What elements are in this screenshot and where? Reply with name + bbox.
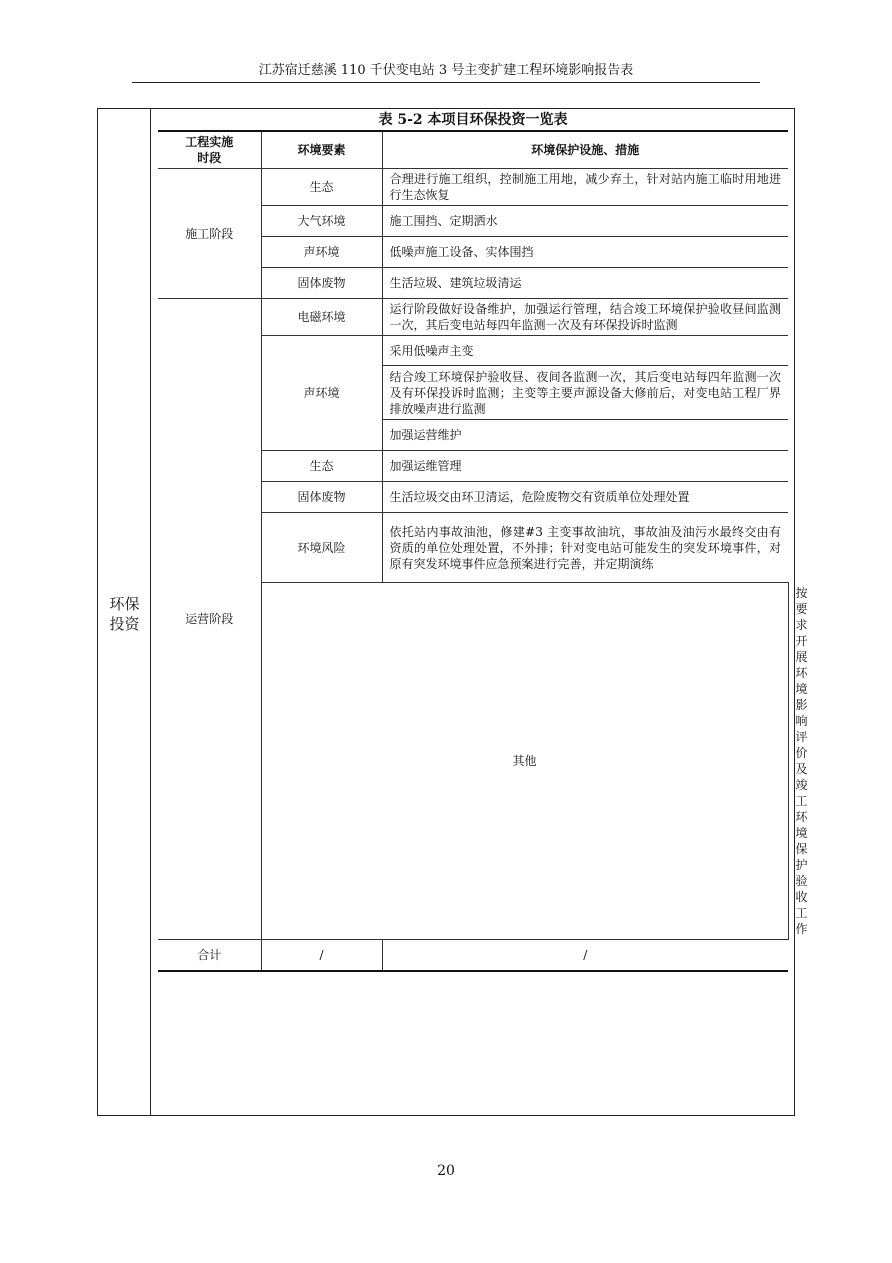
table-row — [158, 169, 788, 206]
measure-cell: 低噪声施工设备、实体围挡 — [382, 237, 788, 268]
total-label: 合计 — [158, 940, 261, 971]
element-cell: 固体废物 — [261, 268, 382, 299]
table-row: 其他 按要求开展环境影响评价及竣工环境保护验收工作 — [158, 583, 788, 940]
side-label-line-2: 投资 — [109, 615, 140, 633]
measure-cell: 结合竣工环境保护验收昼、夜间各监测一次，其后变电站每四年监测一次及有环保投诉时监测；主变等主要声源设备大修前后，对变电站工程厂界排放噪声进行监测 — [382, 366, 788, 420]
col-header-measure: 环境保护设施、措施 — [382, 131, 788, 169]
document-header: 江苏宿迁慈溪 110 千伏变电站 3 号主变扩建工程环境影响报告表 — [132, 62, 760, 83]
table-title: 表 5-2 本项目环保投资一览表 — [378, 112, 568, 128]
total-element: / — [261, 940, 382, 971]
element-cell: 生态 — [261, 451, 382, 482]
measure-cell: 生活垃圾交由环卫清运，危险废物交有资质单位处理处置 — [382, 482, 788, 513]
measure-cell: 合理进行施工组织，控制施工用地，减少弃土，针对站内施工临时用地进行生态恢复 — [382, 169, 788, 206]
element-cell: 大气环境 — [261, 206, 382, 237]
element-cell: 环境风险 — [261, 513, 382, 583]
element-cell: 声环境 — [261, 336, 382, 451]
table-row — [158, 299, 788, 336]
side-label — [98, 594, 151, 634]
stage-operation: 运营阶段 — [158, 299, 261, 940]
col-header-element: 环境要素 — [261, 131, 382, 169]
element-cell: 生态 — [261, 169, 382, 206]
element-cell: 电磁环境 — [261, 299, 382, 336]
stage-construction: 施工阶段 — [158, 169, 261, 299]
measure-cell: 加强运营维护 — [382, 420, 788, 451]
measure-cell: 生活垃圾、建筑垃圾清运 — [382, 268, 788, 299]
page-number: 20 — [437, 1163, 455, 1179]
other-label: 其他 — [261, 583, 788, 940]
side-column — [98, 109, 151, 1115]
col-header-stage: 工程实施 时段 — [158, 131, 261, 169]
element-cell: 固体废物 — [261, 482, 382, 513]
table-row — [158, 940, 788, 971]
investment-table — [158, 130, 808, 972]
element-cell: 声环境 — [261, 237, 382, 268]
side-label-line-1: 环保 — [109, 595, 140, 613]
measure-cell: 运行阶段做好设备维护，加强运行管理，结合竣工环境保护验收昼间监测一次，其后变电站每四年监测一次及有环保投诉时监测 — [382, 299, 788, 336]
total-measure: / — [382, 940, 788, 971]
table-header-row — [158, 131, 788, 169]
measure-cell: 依托站内事故油池，修建#3 主变事故油坑，事故油及油污水最终交由有资质的单位处理处置，不外排；针对变电站可能发生的突发环境事件，对原有突发环境事件应急预案进行完善，并定期演练 — [382, 513, 788, 583]
measure-cell: 加强运维管理 — [382, 451, 788, 482]
report-frame — [97, 108, 808, 1116]
measure-cell: 采用低噪声主变 — [382, 336, 788, 366]
measure-cell: 施工围挡、定期洒水 — [382, 206, 788, 237]
